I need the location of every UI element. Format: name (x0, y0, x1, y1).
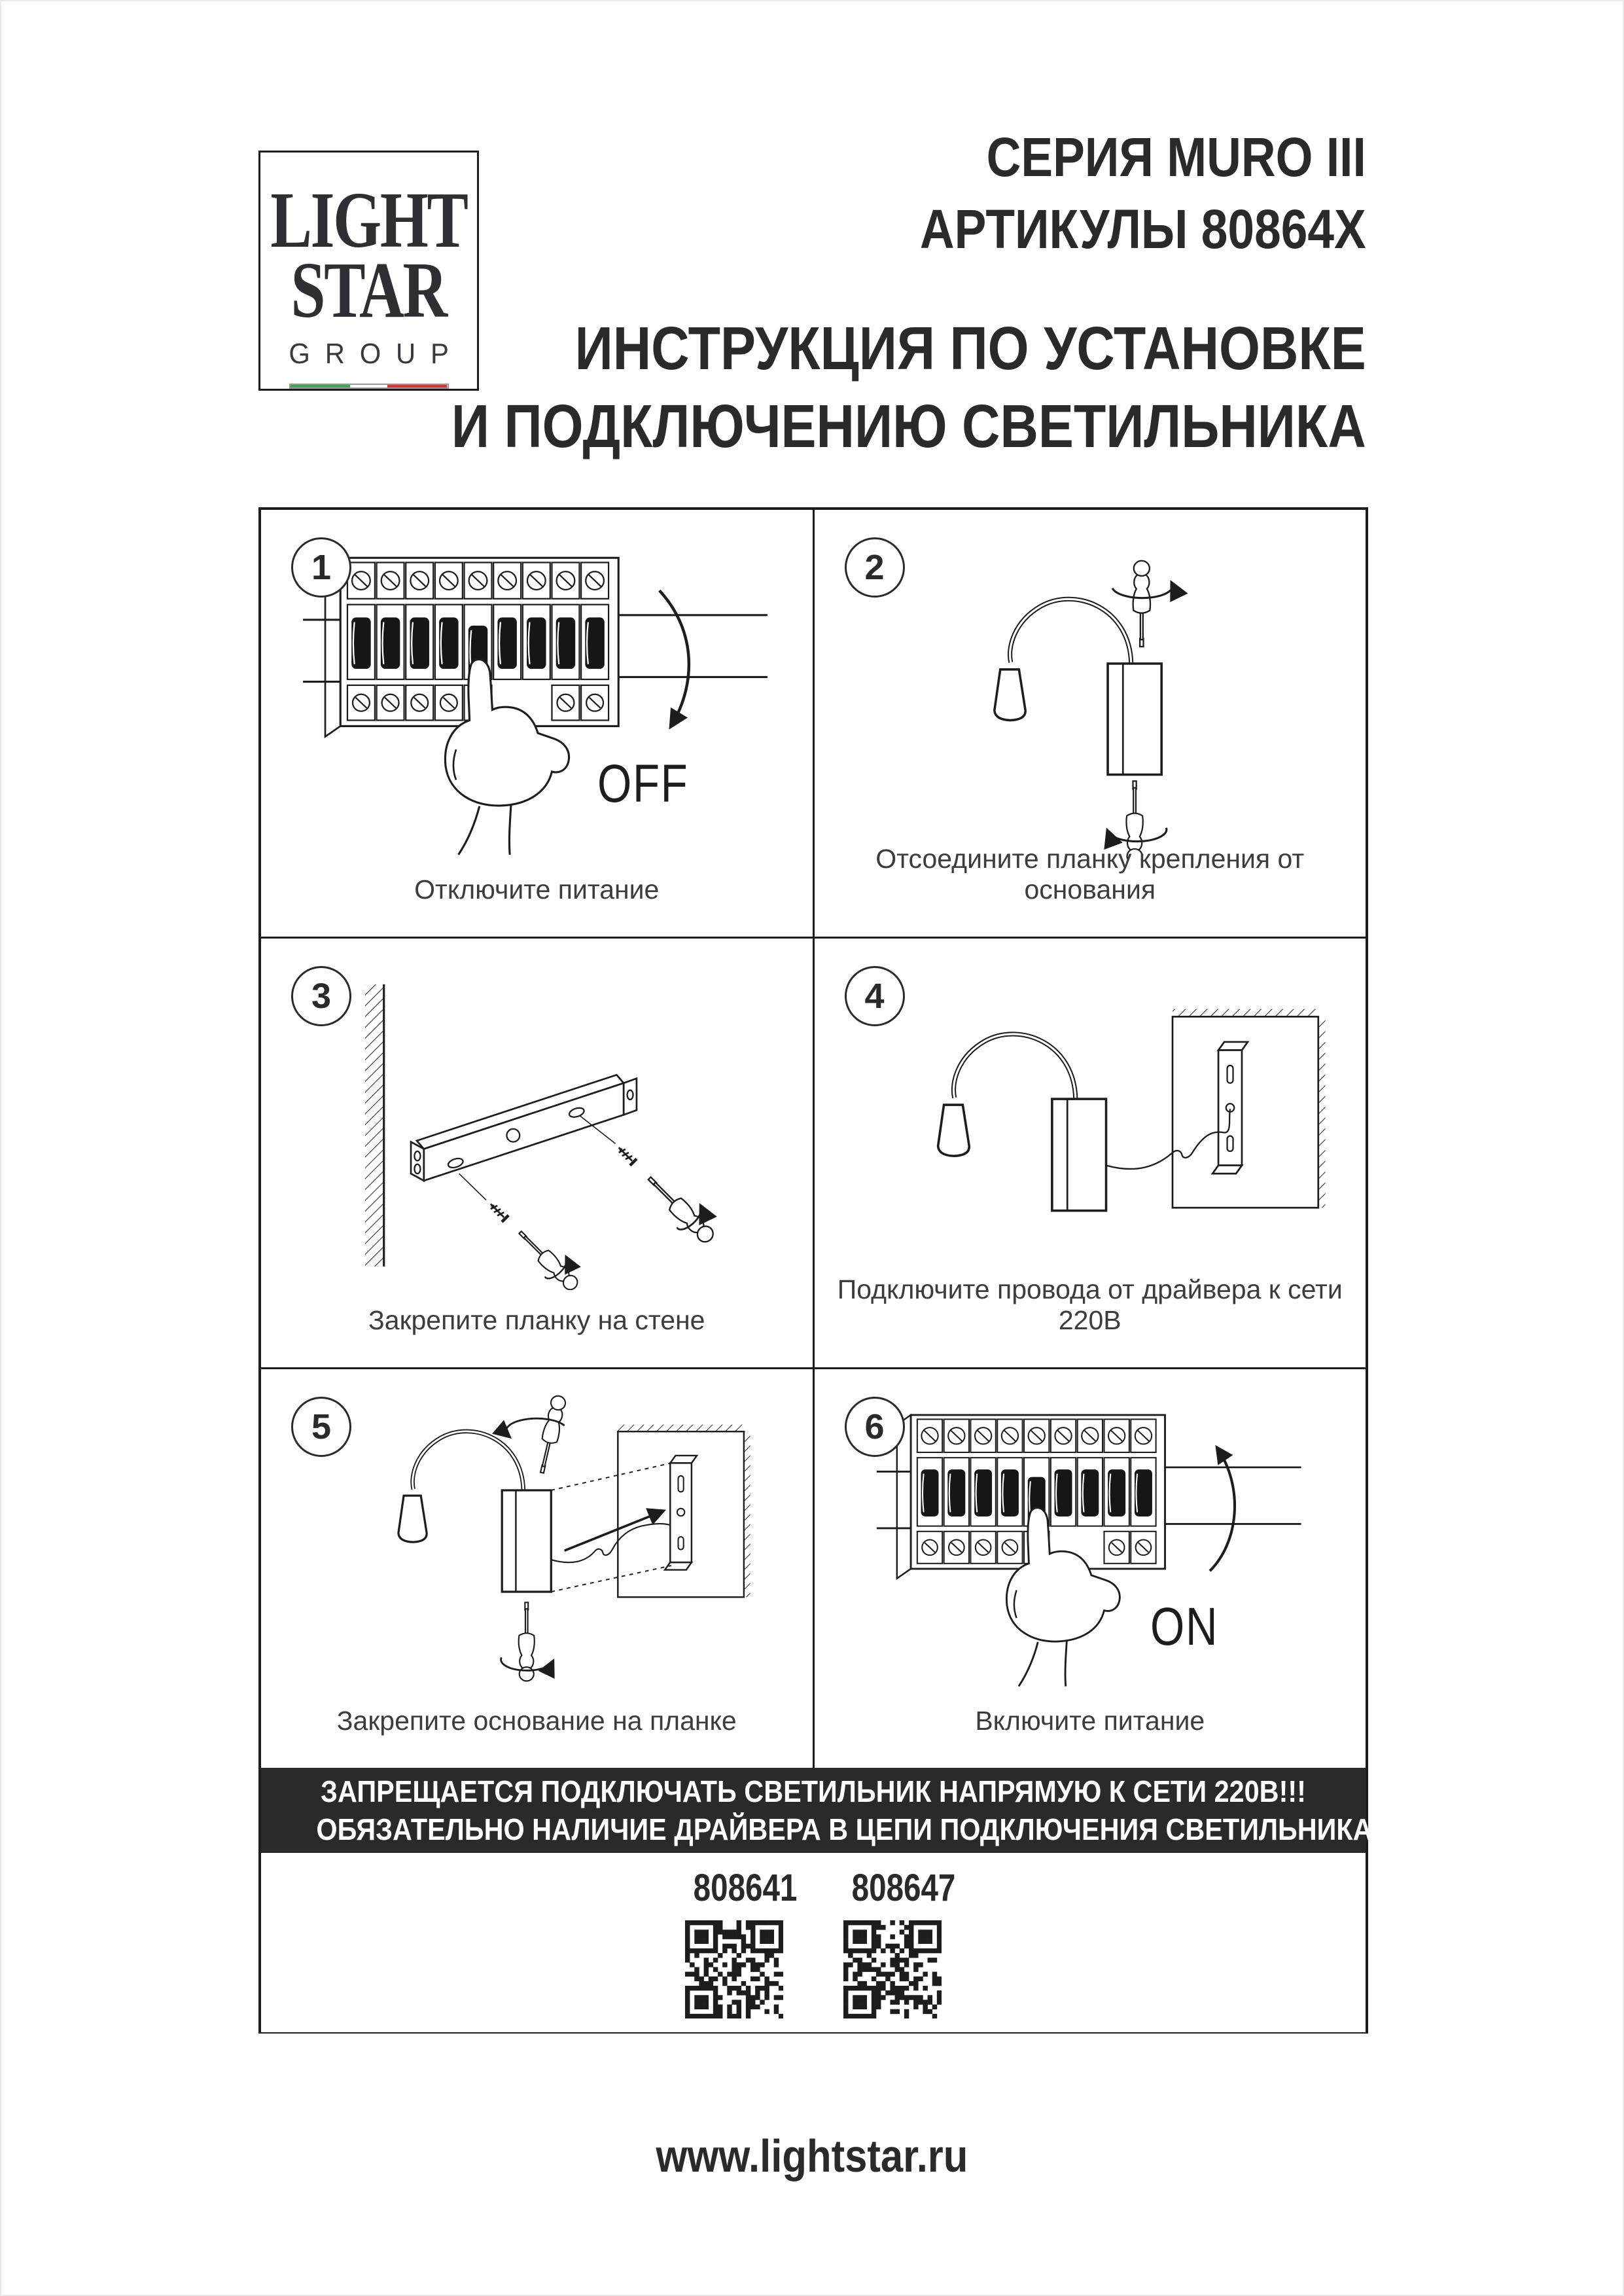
step-4-caption: Подключите провода от драйвера к сети 220В (837, 1274, 1343, 1335)
steps-row-1 (261, 510, 1366, 939)
detach-bracket-illustration (829, 532, 1352, 859)
fix-base-on-bracket-illustration (275, 1391, 798, 1691)
step-6-number-badge: 6 (845, 1397, 905, 1457)
qr-code-808647 (843, 1920, 942, 2018)
step-2-panel (815, 510, 1366, 937)
instruction-title-line1: ИНСТРУКЦИЯ ПО УСТАНОВКЕ (574, 314, 1366, 382)
step-3-caption: Закрепите планку на стене (368, 1305, 705, 1335)
logo-word-star: STAR (291, 246, 447, 335)
connect-wires-illustration (829, 961, 1352, 1290)
step-1-caption: Отключите питание (414, 874, 660, 905)
series-title: СЕРИЯ MURO III (986, 126, 1366, 188)
step-4-panel (815, 939, 1366, 1367)
articles-title: АРТИКУЛЫ 80864X (920, 198, 1366, 260)
warning-line-2: ОБЯЗАТЕЛЬНО НАЛИЧИЕ ДРАЙВЕРА В ЦЕПИ ПОДКЛЮЧЕНИЯ СВЕТИЛЬНИКА!!! (316, 1812, 1400, 1846)
step-5-panel (261, 1369, 815, 1768)
document-header (315, 126, 1366, 474)
step-5-number-badge: 5 (291, 1397, 351, 1457)
article-codes-section (261, 1853, 1366, 2032)
step-1-panel (261, 510, 815, 937)
website-url: www.lightstar.ru (656, 2130, 968, 2181)
step-3-panel (261, 939, 815, 1367)
step-5-caption: Закрепите основание на планке (336, 1706, 737, 1736)
page-footer (1, 2130, 1623, 2182)
product-808647 (843, 1866, 956, 2032)
circuit-breaker-on-illustration (829, 1391, 1352, 1691)
step-6-caption: Включите питание (975, 1706, 1205, 1736)
product-code-label: 808641 (693, 1867, 798, 1909)
logo-word-light: LIGHT (270, 176, 467, 264)
step-2-number-badge: 2 (845, 537, 905, 598)
instruction-title-line2: И ПОДКЛЮЧЕНИЮ СВЕТИЛЬНИКА (451, 392, 1366, 460)
step-3-number-badge: 3 (291, 966, 351, 1026)
logo-word-group: GROUP (289, 337, 464, 370)
mount-bracket-on-wall-illustration (275, 961, 798, 1290)
product-code-label: 808647 (851, 1867, 956, 1909)
steps-row-3 (261, 1369, 1366, 1768)
step-4-number-badge: 4 (845, 966, 905, 1026)
product-808641 (684, 1866, 798, 2032)
steps-grid (258, 507, 1400, 2034)
warning-banner (261, 1768, 1400, 1853)
on-label: ON (1150, 1597, 1219, 1657)
step-6-panel (815, 1369, 1366, 1768)
step-2-caption: Отсоедините планку крепления от основания (875, 844, 1305, 905)
step-1-number-badge: 1 (291, 537, 351, 598)
qr-code-808641 (685, 1920, 783, 2018)
off-label: OFF (597, 753, 689, 814)
warning-line-1: ЗАПРЕЩАЕТСЯ ПОДКЛЮЧАТЬ СВЕТИЛЬНИК НАПРЯМУЮ К СЕТИ 220В!!! (321, 1774, 1306, 1808)
steps-row-2 (261, 939, 1366, 1369)
circuit-breaker-off-illustration (275, 532, 798, 859)
